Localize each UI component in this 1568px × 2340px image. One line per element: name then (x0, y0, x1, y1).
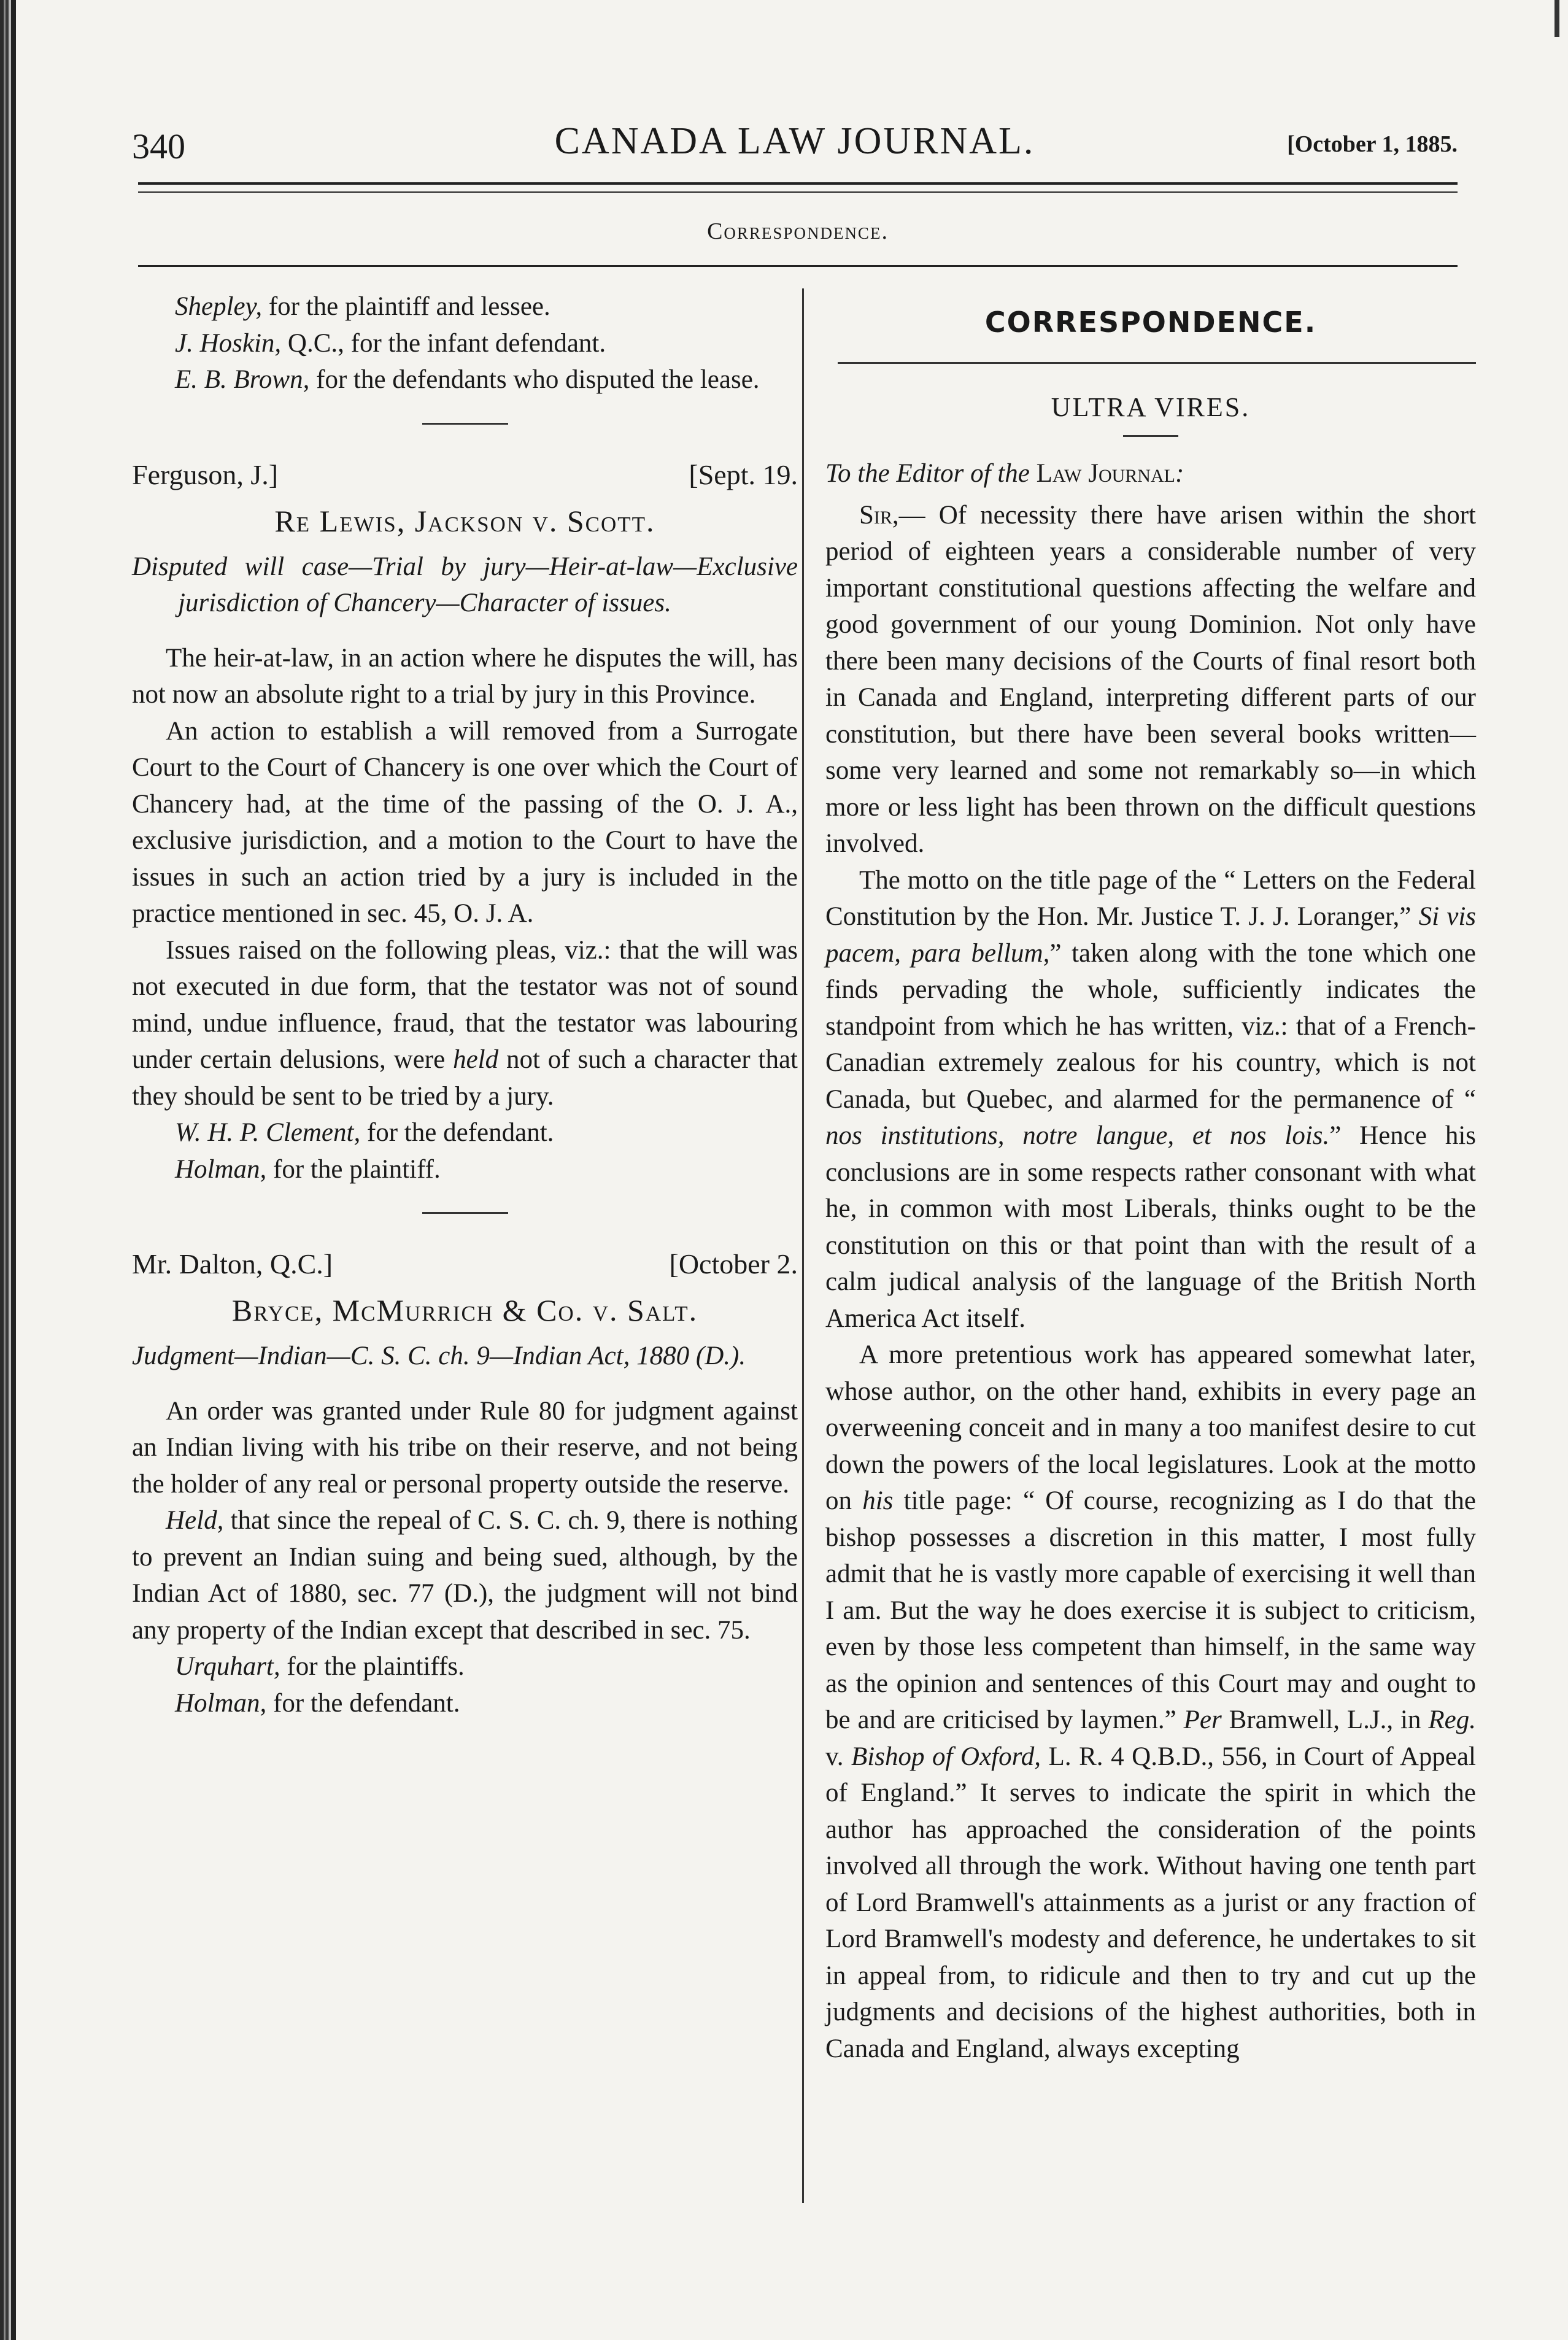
header-rule-thin (138, 191, 1458, 193)
paragraph: A more pretentious work has appeared somewhat later, whose author, on the other hand, exhibits in every page an overweening conceit and in many a too manifest desire to cut down the powers of the local legislatures. Look at the motto on his title page: “ Of course, recognizing as I do that the bishop possesses a discretion in this matter, I most fully admit that he is vastly more capable of exercising it well than I am. But the way he does exercise it is subject to criticism, even by those less competent than himself, in the same way as the opinion and sentences of this Court may and ought to be and are criticised by laymen.” Per Bramwell, L.J., in Reg. v. Bishop of Oxford, L. R. 4 Q.B.D., 556, in Court of Appeal of England.” It serves to indicate the spirit in which the author has approached the consideration of the points involved all through the work. Without having one tenth part of Lord Bramwell's attainments as a jurist or any fraction of Lord Bramwell's modesty and deference, he undertakes to sit in appeal from, to ridicule and then to try and cut up the judgments and decisions of the highest authorities, both in Canada and England, always excepting (825, 1340, 1477, 2063)
subheading-rule (1123, 435, 1178, 437)
judge-name: Mr. Dalton, Q.C.] (132, 1248, 333, 1280)
counsel-line: W. H. P. Clement, for the defendant. (175, 1118, 554, 1147)
case-title: Bryce, McMurrich & Co. v. Salt. (231, 1293, 698, 1327)
counsel-line: Holman, for the plaintiff. (175, 1154, 441, 1184)
salutation: To the Editor of the Law Journal: (825, 459, 1184, 488)
paragraph: Sir,— Of necessity there have arisen within the short period of eighteen years a considerable number of very important constitutional questions affecting the welfare and good government of our young Dominion. Not only have there been many decisions of the Courts of final resort both in Canada and England, interpreting different parts of our constitution, but there have been several books written—some very learned and some not remarkably so—in which more or less light has been thrown on the difficult questions involved. (825, 500, 1476, 858)
heading-rule (838, 362, 1476, 364)
paragraph: The motto on the title page of the “ Letters on the Federal Constitution by the Hon. Mr. Justice T. J. J. Loranger,” Si vis pacem, para bellum,” taken along with the tone which one finds pervading the whole, sufficiently indicates the standpoint from which he has written, viz.: that of a French-Canadian extremely zealous for his country, which is not Canada, but Quebec, and alarmed for the permanence of “ nos institutions, notre langue, et nos lois.” Hence his conclusions are in some respects rather consonant with what he, in common with most Liberals, thinks ought to be the constitution on this or that point than with the result of a calm judical analysis of the language of the British North America Act itself. (825, 865, 1476, 1333)
case-date: [Sept. 19. (689, 458, 798, 490)
header-rule-thick (138, 182, 1458, 185)
journal-title: CANADA LAW JOURNAL. (554, 120, 1035, 162)
right-column (825, 288, 1476, 2067)
section-rule (138, 265, 1458, 267)
case-separator (422, 423, 508, 425)
paragraph: Issues raised on the following pleas, viz.: that the will was not executed in due form, that the testator was not of sound mind, undue influence, fraud, that the testator was labouring under certain delusions, were held not of such a character that they should be sent to be tried by a jury. (132, 935, 798, 1111)
court-line (132, 1245, 798, 1284)
paragraph: An action to establish a will removed from a Surrogate Court to the Court of Chancery is one over which the Court of Chancery had, at the time of the passing of the O. J. A., exclusive jurisdiction, and a motion to the Court to have the issues in such an action tried by a jury is included in the practice mentioned in sec. 45, O. J. A. (132, 716, 798, 928)
case-separator (422, 1212, 508, 1214)
counsel-line: Shepley, for the plaintiff and lessee. (175, 292, 550, 321)
left-column (132, 288, 798, 1721)
page-number: 340 (132, 126, 185, 166)
headnote: Disputed will case—Trial by jury—Heir-at-law—Exclusive jurisdiction of Chancery—Character of issues. (132, 552, 798, 617)
case-date: [October 2. (669, 1248, 798, 1280)
paragraph: The heir-at-law, in an action where he disputes the will, has not now an absolute right to a trial by jury in this Province. (132, 643, 798, 709)
case-title: Re Lewis, Jackson v. Scott. (274, 503, 655, 538)
issue-date: [October 1, 1885. (1287, 131, 1458, 157)
paragraph: Held, that since the repeal of C. S. C. ch. 9, there is nothing to prevent an Indian suing and being sued, although, by the Indian Act of 1880, sec. 77 (D.), the judgment will not bind any property of the Indian except that described in sec. 75. (132, 1506, 798, 1645)
headnote: Judgment—Indian—C. S. C. ch. 9—Indian Act, 1880 (D.). (132, 1342, 746, 1370)
counsel-line: Urquhart, for the plaintiffs. (175, 1652, 465, 1681)
counsel-line: Holman, for the defendant. (175, 1688, 460, 1718)
section-label: Correspondence. (707, 218, 889, 244)
court-line (132, 455, 798, 495)
running-header (132, 120, 1458, 175)
letter-subheading: ULTRA VIRES. (1051, 392, 1251, 422)
book-binding-edge (0, 0, 43, 2340)
correspondence-heading: CORRESPONDENCE. (984, 306, 1317, 339)
counsel-line: E. B. Brown, for the defendants who disputed the lease. (175, 365, 760, 394)
page-edge-mark (1543, 0, 1568, 37)
counsel-line: J. Hoskin, Q.C., for the infant defendant. (175, 328, 606, 358)
paragraph: An order was granted under Rule 80 for judgment against an Indian living with his tribe on their reserve, and not being the holder of any real or personal property outside the reserve. (132, 1396, 798, 1499)
judge-name: Ferguson, J.] (132, 458, 279, 490)
column-divider (802, 288, 804, 2203)
